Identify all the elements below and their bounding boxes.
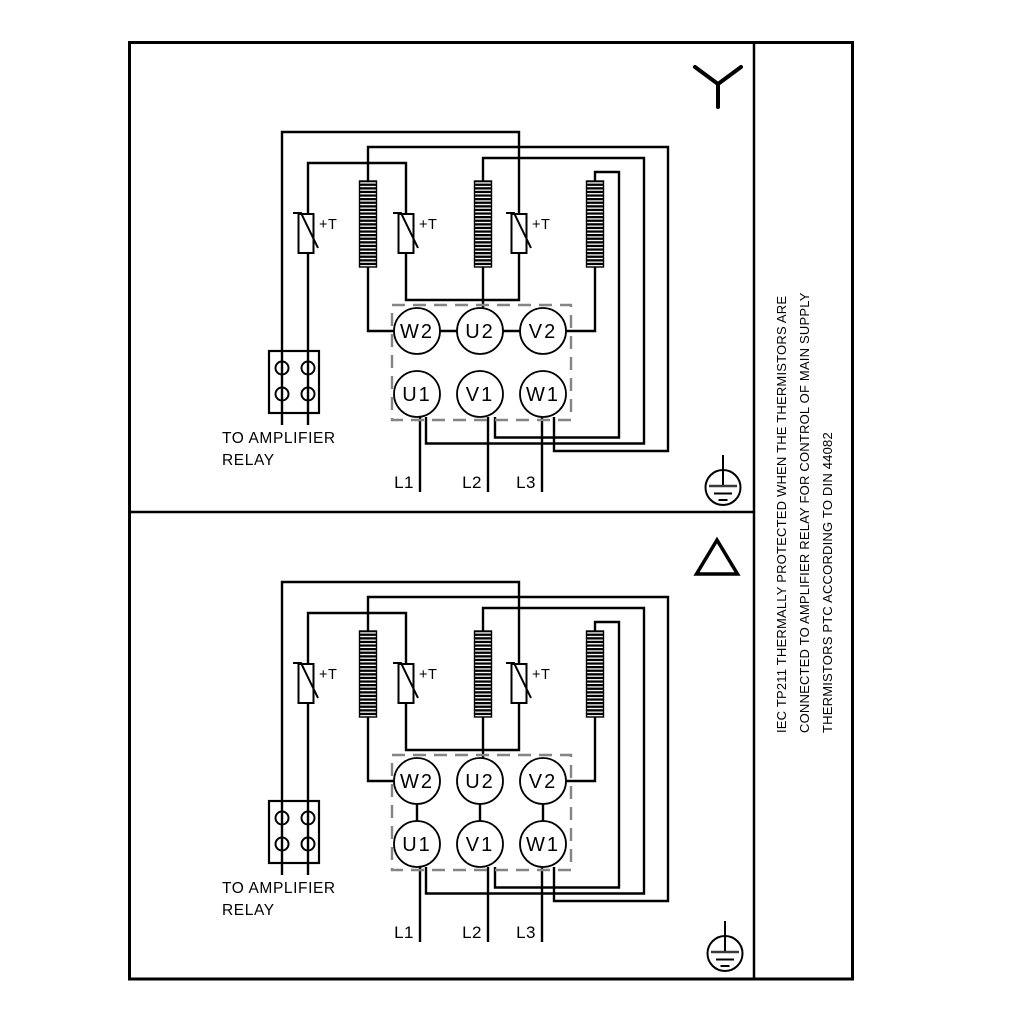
terminal-label: V1 [465, 834, 495, 856]
relay-terminal-block [269, 801, 319, 863]
motor-winding-coil [475, 631, 492, 717]
relay-note-line1: TO AMPLIFIER [222, 430, 336, 447]
motor-terminal [394, 758, 440, 804]
thermistor-label: +T [532, 217, 551, 233]
motor-winding-coil [360, 631, 377, 717]
relay-note-line2: RELAY [222, 452, 275, 469]
supply-label: L3 [516, 923, 536, 942]
terminal-label: W1 [526, 384, 560, 406]
thermistor-label: +T [319, 217, 338, 233]
supply-label: L2 [462, 923, 482, 942]
supply-label: L3 [516, 473, 536, 492]
terminal-label: V2 [528, 321, 558, 343]
thermistor-label: +T [419, 667, 438, 683]
motor-terminal [457, 758, 503, 804]
motor-terminal [394, 308, 440, 354]
side-note-line: THERMISTORS PTC ACCORDING TO DIN 44082 [820, 432, 835, 733]
motor-terminal [520, 758, 566, 804]
panel-star [222, 67, 741, 505]
motor-terminal [520, 821, 566, 867]
motor-winding-coil [587, 631, 604, 717]
motor-terminal [520, 308, 566, 354]
relay-terminal-block [269, 351, 319, 413]
protective-earth-icon [708, 921, 743, 971]
motor-terminal [457, 308, 503, 354]
thermistor-symbol [506, 213, 550, 253]
supply-label: L2 [462, 473, 482, 492]
panel-delta [222, 540, 743, 971]
delta-connection-icon [697, 540, 738, 574]
terminal-label: V2 [528, 771, 558, 793]
supply-label: L1 [394, 473, 414, 492]
thermistor-symbol [293, 213, 337, 253]
protective-earth-icon [706, 455, 741, 505]
motor-terminal [457, 821, 503, 867]
thermistor-symbol [393, 663, 437, 703]
thermistor-symbol [393, 213, 437, 253]
terminal-label: U1 [402, 384, 432, 406]
terminal-label: U1 [402, 834, 432, 856]
thermistor-symbol [506, 663, 550, 703]
motor-terminal [394, 371, 440, 417]
terminal-label: W2 [400, 771, 434, 793]
thermistor-label: +T [532, 667, 551, 683]
motor-terminal [457, 371, 503, 417]
motor-winding-coil [475, 181, 492, 267]
motor-terminal [520, 371, 566, 417]
motor-terminal [394, 821, 440, 867]
terminal-label: W1 [526, 834, 560, 856]
supply-label: L1 [394, 923, 414, 942]
side-note-line: IEC TP211 THERMALLY PROTECTED WHEN THE THERMISTORS ARE [774, 295, 789, 733]
side-note-line: CONNECTED TO AMPLIFIER RELAY FOR CONTROL OF MAIN SUPPLY [797, 292, 812, 733]
relay-note-line1: TO AMPLIFIER [222, 880, 336, 897]
wire-winding-w-bottom [368, 267, 394, 331]
thermistor-label: +T [319, 667, 338, 683]
thermistor-label: +T [419, 217, 438, 233]
terminal-label: W2 [400, 321, 434, 343]
terminal-label: V1 [465, 384, 495, 406]
star-connection-icon [695, 67, 741, 107]
thermistor-symbol [293, 663, 337, 703]
side-note [774, 292, 835, 733]
terminal-label: U2 [465, 771, 495, 793]
motor-winding-coil [587, 181, 604, 267]
wire-winding-w-bottom [368, 717, 394, 781]
motor-winding-coil [360, 181, 377, 267]
relay-note-line2: RELAY [222, 902, 275, 919]
terminal-label: U2 [465, 321, 495, 343]
